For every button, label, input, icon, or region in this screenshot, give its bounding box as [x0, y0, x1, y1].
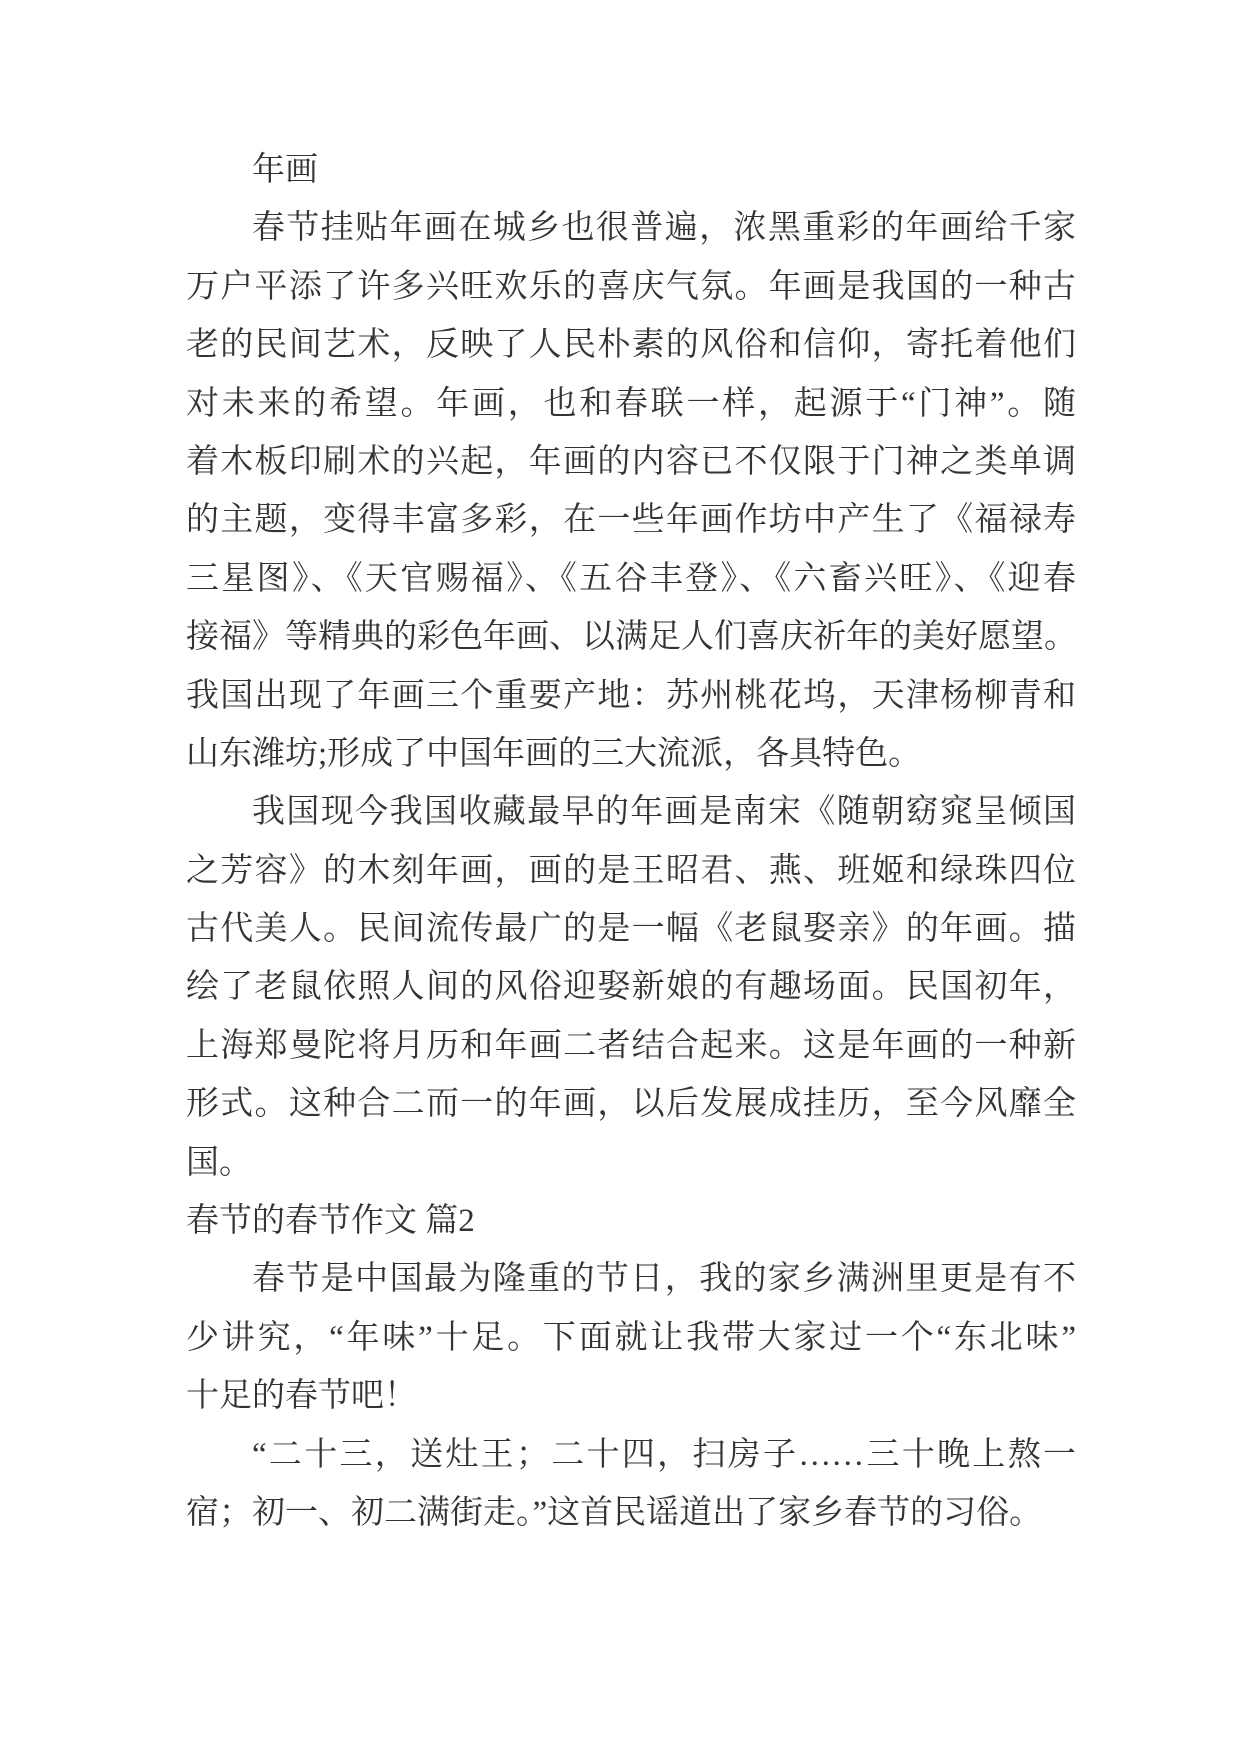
- text-line: 上海郑曼陀将月历和年画二者结合起来。这是年画的一种新: [186, 1027, 1076, 1064]
- text-line: 少讲究，“年味”十足。下面就让我带大家过一个“东北味”: [186, 1319, 1076, 1356]
- text-line: “二十三，送灶王；二十四，扫房子……三十晚上熬一: [252, 1436, 1076, 1473]
- text-line: 古代美人。民间流传最广的是一幅《老鼠娶亲》的年画。描: [186, 911, 1076, 948]
- text-line: 之芳容》的木刻年画，画的是王昭君、燕、班姬和绿珠四位: [186, 852, 1076, 889]
- text-line: 形式。这种合二而一的年画，以后发展成挂历，至今风靡全: [186, 1086, 1076, 1123]
- text-line: 三星图》、《天官赐福》、《五谷丰登》、《六畜兴旺》、《迎春: [186, 560, 1076, 597]
- text-line: 十足的春节吧！: [186, 1378, 417, 1415]
- text-line: 宿；初一、初二满街走。”这首民谣道出了家乡春节的习俗。: [186, 1494, 1043, 1531]
- text-line: 春节是中国最为隆重的节日，我的家乡满洲里更是有不: [252, 1261, 1076, 1298]
- text-line: 老的民间艺术，反映了人民朴素的风俗和信仰，寄托着他们: [186, 327, 1076, 364]
- section-heading: 春节的春节作文 篇2: [186, 1203, 475, 1240]
- text-line: 国。: [186, 1144, 252, 1181]
- text-line: 对未来的希望。年画，也和春联一样，起源于“门神”。随: [186, 385, 1076, 422]
- text-line: 绘了老鼠依照人间的风俗迎娶新娘的有趣场面。民国初年，: [186, 969, 1076, 1006]
- text-line: 的主题，变得丰富多彩，在一些年画作坊中产生了《福禄寿: [186, 502, 1076, 539]
- text-line: 万户平添了许多兴旺欢乐的喜庆气氛。年画是我国的一种古: [186, 268, 1076, 305]
- text-line: 我国现今我国收藏最早的年画是南宋《随朝窈窕呈倾国: [252, 794, 1076, 831]
- text-line: 山东潍坊;形成了中国年画的三大流派，各具特色。: [186, 735, 922, 772]
- text-line: 接福》等精典的彩色年画、以满足人们喜庆祈年的美好愿望。: [186, 619, 1077, 656]
- text-line: 春节挂贴年画在城乡也很普遍，浓黑重彩的年画给千家: [252, 210, 1076, 247]
- text-line: 我国出现了年画三个重要产地：苏州桃花坞，天津杨柳青和: [186, 677, 1076, 714]
- section-title: 年画: [252, 152, 318, 188]
- text-line: 着木板印刷术的兴起，年画的内容已不仅限于门神之类单调: [186, 443, 1076, 480]
- document-body: [186, 141, 1076, 1542]
